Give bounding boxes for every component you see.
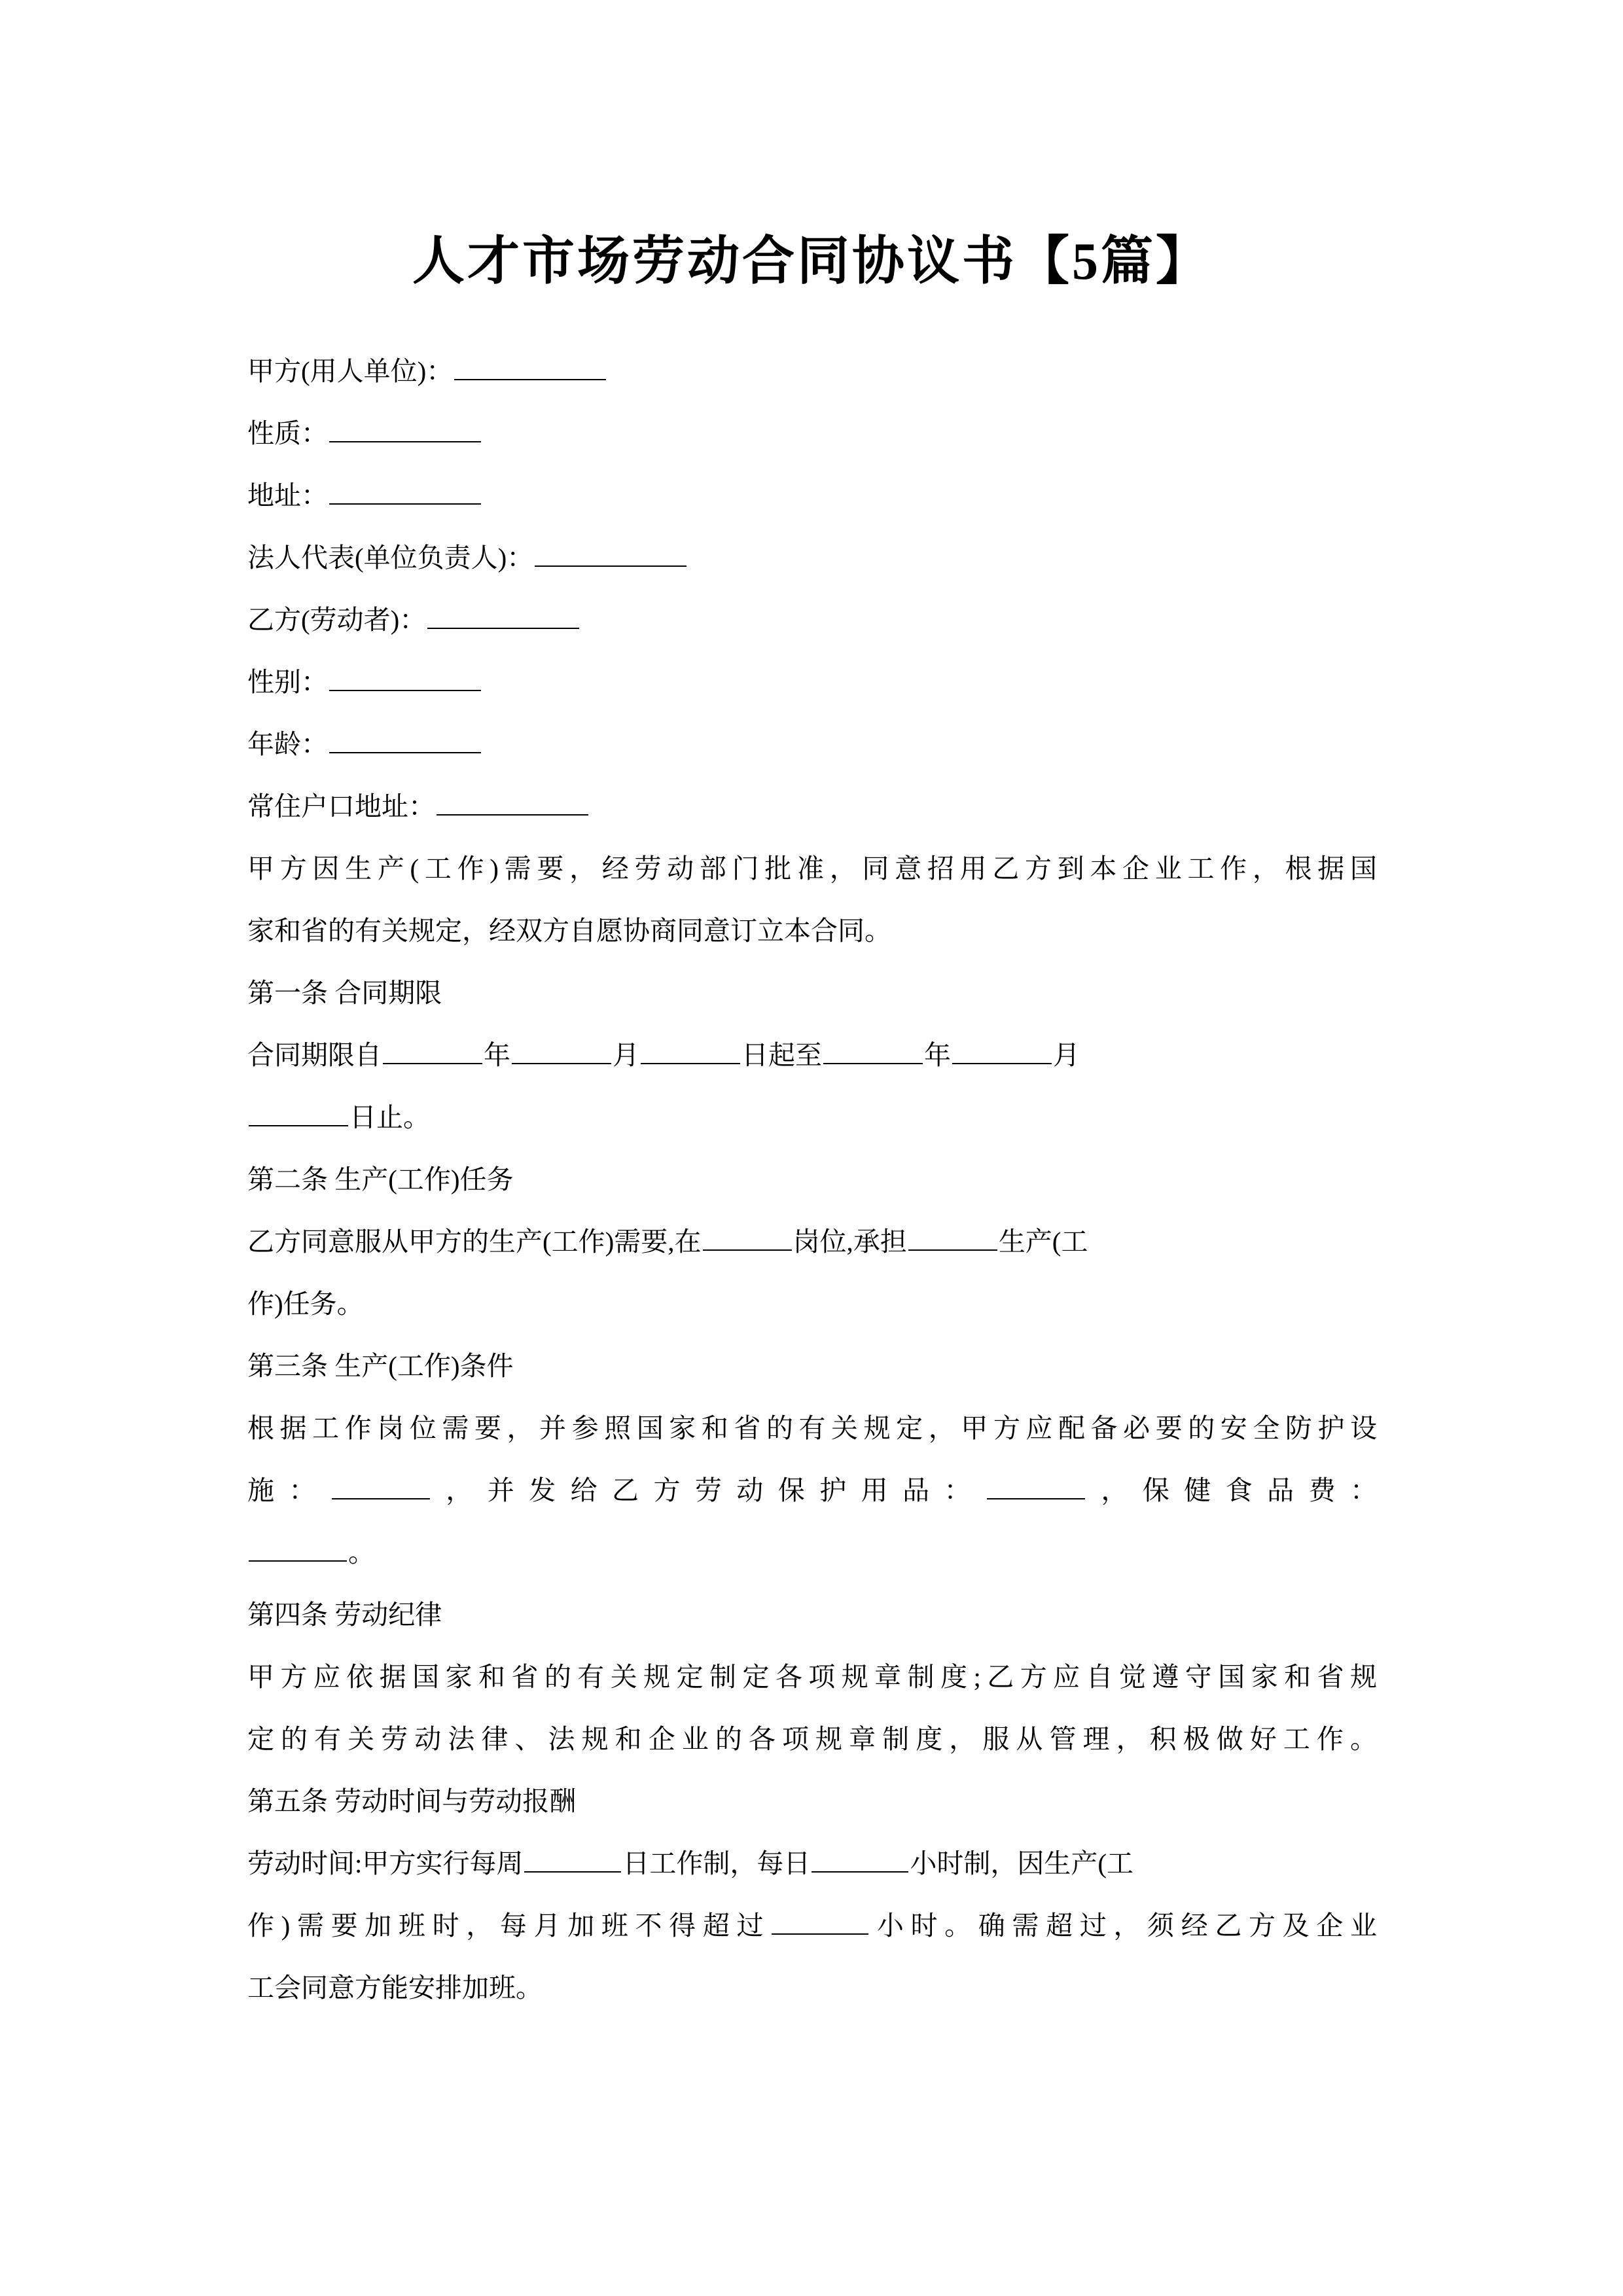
a3-text-1: 施： — [247, 1475, 330, 1505]
a1-text-5: 年 — [924, 1040, 951, 1070]
a3-text-3: ，保健食品费： — [1086, 1475, 1378, 1505]
a1-blank-year-end[interactable] — [823, 1037, 923, 1064]
field-blank-address[interactable] — [329, 477, 481, 505]
article-3-line-1: 根据工作岗位需要，并参照国家和省的有关规定，甲方应配备必要的安全防护设 — [247, 1413, 1377, 1443]
a2-text-3: 生产(工 — [998, 1227, 1088, 1257]
field-row-age — [247, 713, 1377, 776]
field-label-household-address: 常住户口地址： — [247, 791, 435, 821]
a2-text-1: 乙方同意服从甲方的生产(工作)需要,在 — [247, 1227, 702, 1257]
a5-text-2: 日工作制，每日 — [622, 1848, 811, 1878]
article-heading-4: 第四条 劳动纪律 — [247, 1600, 442, 1630]
a1-blank-month-start[interactable] — [512, 1037, 611, 1064]
a3-blank-health-food-fee[interactable] — [249, 1534, 347, 1562]
article-4-line-2: 定的有关劳动法律、法规和企业的各项规章制度，服从管理，积极做好工作。 — [247, 1724, 1377, 1754]
preamble-line-2: 家和省的有关规定，经双方自愿协商同意订立本合同。 — [247, 916, 891, 946]
field-blank-party-b[interactable] — [427, 601, 579, 629]
a3-text-2: ，并发给乙方劳动保护用品： — [431, 1475, 986, 1505]
a1-blank-day-start[interactable] — [641, 1037, 740, 1064]
field-blank-nature[interactable] — [329, 415, 481, 442]
field-label-nature: 性质： — [247, 418, 328, 448]
a5-blank-days-per-week[interactable] — [524, 1845, 621, 1873]
a1-text-7: 日止。 — [349, 1102, 430, 1132]
article-3-line-3 — [247, 1522, 1377, 1584]
field-blank-legal-rep[interactable] — [535, 539, 687, 567]
field-label-address: 地址： — [247, 480, 328, 511]
a3-blank-safety-equipment[interactable] — [332, 1472, 430, 1499]
field-blank-age[interactable] — [329, 726, 481, 753]
a1-text-3: 月 — [613, 1040, 639, 1070]
a5-text-3: 小时制，因生产(工 — [910, 1848, 1134, 1878]
a2-blank-position[interactable] — [703, 1223, 792, 1251]
field-blank-gender[interactable] — [329, 664, 481, 691]
a5-text-4: 作)需要加班时，每月加班不得超过 — [247, 1910, 771, 1941]
a1-text-1: 合同期限自 — [247, 1040, 382, 1070]
article-5-line-1 — [247, 1833, 1377, 1895]
field-row-party-a — [247, 340, 1377, 403]
field-row-nature — [247, 403, 1377, 465]
field-label-legal-rep: 法人代表(单位负责人)： — [247, 543, 534, 573]
a5-text-1: 劳动时间:甲方实行每周 — [247, 1848, 524, 1878]
article-heading-2: 第二条 生产(工作)任务 — [247, 1164, 514, 1194]
field-blank-household-address[interactable] — [437, 788, 588, 816]
article-5-line-2 — [247, 1895, 1377, 1957]
a3-text-4: 。 — [348, 1537, 375, 1568]
a3-blank-protective-gear[interactable] — [987, 1472, 1085, 1499]
a5-text-5: 小时。确需超过，须经乙方及企业 — [870, 1910, 1377, 1941]
a5-blank-max-overtime[interactable] — [772, 1907, 868, 1935]
field-blank-party-a[interactable] — [454, 353, 606, 380]
article-2-line-1 — [247, 1211, 1377, 1273]
a1-blank-month-end[interactable] — [952, 1037, 1052, 1064]
a1-text-2: 年 — [484, 1040, 510, 1070]
field-label-party-a: 甲方(用人单位)： — [247, 356, 454, 386]
field-row-legal-rep — [247, 527, 1377, 589]
article-heading-5: 第五条 劳动时间与劳动报酬 — [247, 1786, 577, 1816]
page-title: 人才市场劳动合同协议书【5篇】 — [412, 232, 1211, 291]
a5-blank-hours-per-day[interactable] — [812, 1845, 908, 1873]
article-heading-3: 第三条 生产(工作)条件 — [247, 1351, 514, 1381]
field-row-party-b — [247, 589, 1377, 651]
a1-text-4: 日起至 — [741, 1040, 822, 1070]
field-row-household-address — [247, 776, 1377, 838]
a1-text-6: 月 — [1053, 1040, 1080, 1070]
a1-blank-day-end[interactable] — [249, 1099, 348, 1126]
article-heading-1: 第一条 合同期限 — [247, 978, 442, 1008]
field-label-party-b: 乙方(劳动者)： — [247, 605, 427, 635]
field-row-address — [247, 465, 1377, 527]
field-label-gender: 性别： — [247, 667, 328, 697]
field-label-age: 年龄： — [247, 729, 328, 759]
field-row-gender — [247, 651, 1377, 713]
article-4-line-1: 甲方应依据国家和省的有关规定制定各项规章制度;乙方应自觉遵守国家和省规 — [247, 1662, 1377, 1692]
a2-text-2: 岗位,承担 — [793, 1227, 907, 1257]
article-5-line-3: 工会同意方能安排加班。 — [247, 1973, 543, 2003]
article-1-line-2 — [247, 1086, 1377, 1149]
document-body — [247, 340, 1377, 2019]
preamble-line-1: 甲方因生产(工作)需要，经劳动部门批准，同意招用乙方到本企业工作，根据国 — [247, 853, 1377, 884]
a2-blank-duty[interactable] — [908, 1223, 997, 1251]
article-3-line-2 — [247, 1460, 1377, 1522]
article-1-line-1 — [247, 1024, 1377, 1086]
a1-blank-year-start[interactable] — [383, 1037, 482, 1064]
article-2-line-2: 作)任务。 — [247, 1289, 364, 1319]
